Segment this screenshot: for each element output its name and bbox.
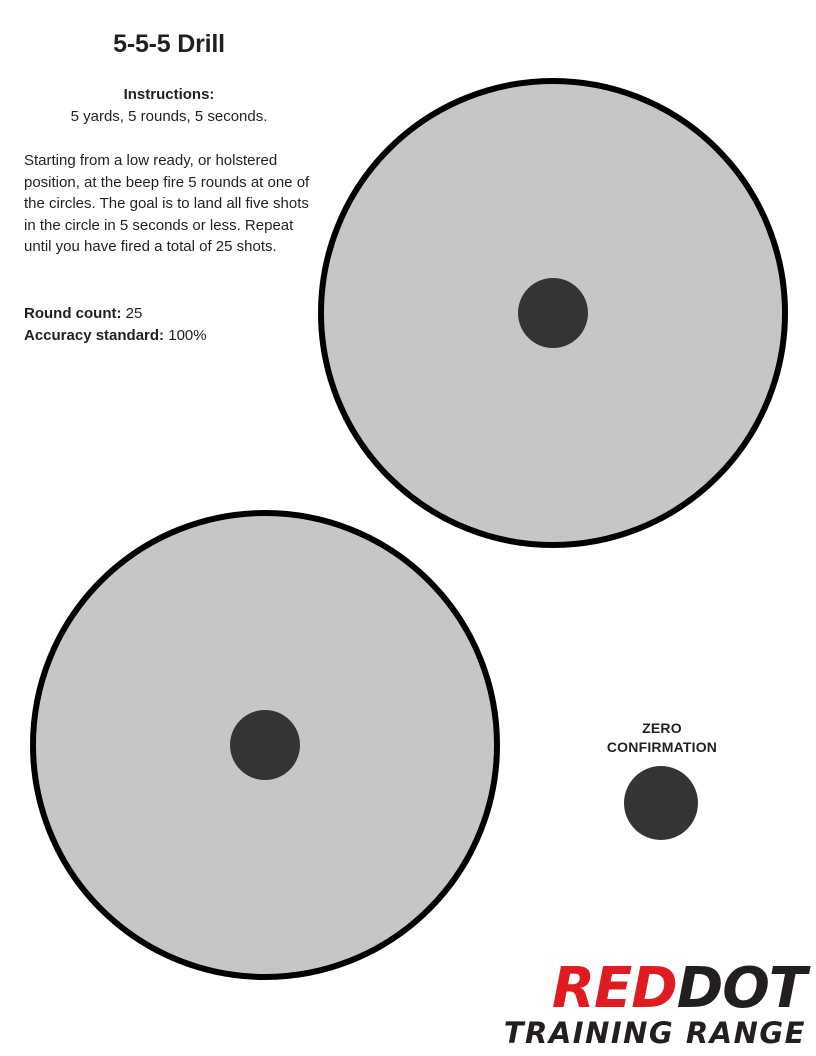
zero-confirmation-line2: CONFIRMATION: [606, 739, 718, 755]
round-count-value: 25: [125, 305, 143, 322]
zero-confirmation-dot: [624, 766, 698, 840]
drill-stats: [24, 303, 314, 347]
round-count-row: [24, 303, 314, 325]
round-count-label: Round count:: [24, 305, 122, 322]
logo-wordmark: [504, 956, 806, 1021]
accuracy-standard-label: Accuracy standard:: [24, 327, 165, 344]
logo-tagline: TRAINING RANGE: [503, 1016, 806, 1050]
lower-target-bullseye-dot: [230, 710, 300, 780]
brand-logo: [503, 956, 806, 1050]
lower-target-circle: [30, 510, 500, 980]
instructions-summary: 5 yards, 5 rounds, 5 seconds.: [70, 108, 268, 125]
upper-target-bullseye-dot: [518, 278, 588, 348]
accuracy-standard-value: 100%: [168, 327, 207, 344]
instructions-body: Starting from a low ready, or holstered position, at the beep fire 5 rounds at one of the circles. The goal is to land all five shots in the circle in 5 seconds or less. Repeat until you have fired a total of 25 shots.: [24, 152, 310, 255]
upper-target-circle: [318, 78, 788, 548]
logo-word-dot: DOT: [676, 956, 806, 1021]
zero-confirmation-label: [570, 719, 754, 757]
instructions-heading: Instructions:: [123, 86, 215, 103]
logo-word-red: RED: [551, 956, 677, 1021]
page-title: 5-5-5 Drill: [113, 30, 225, 58]
zero-confirmation-line1: ZERO: [642, 720, 682, 736]
accuracy-row: [24, 325, 314, 347]
